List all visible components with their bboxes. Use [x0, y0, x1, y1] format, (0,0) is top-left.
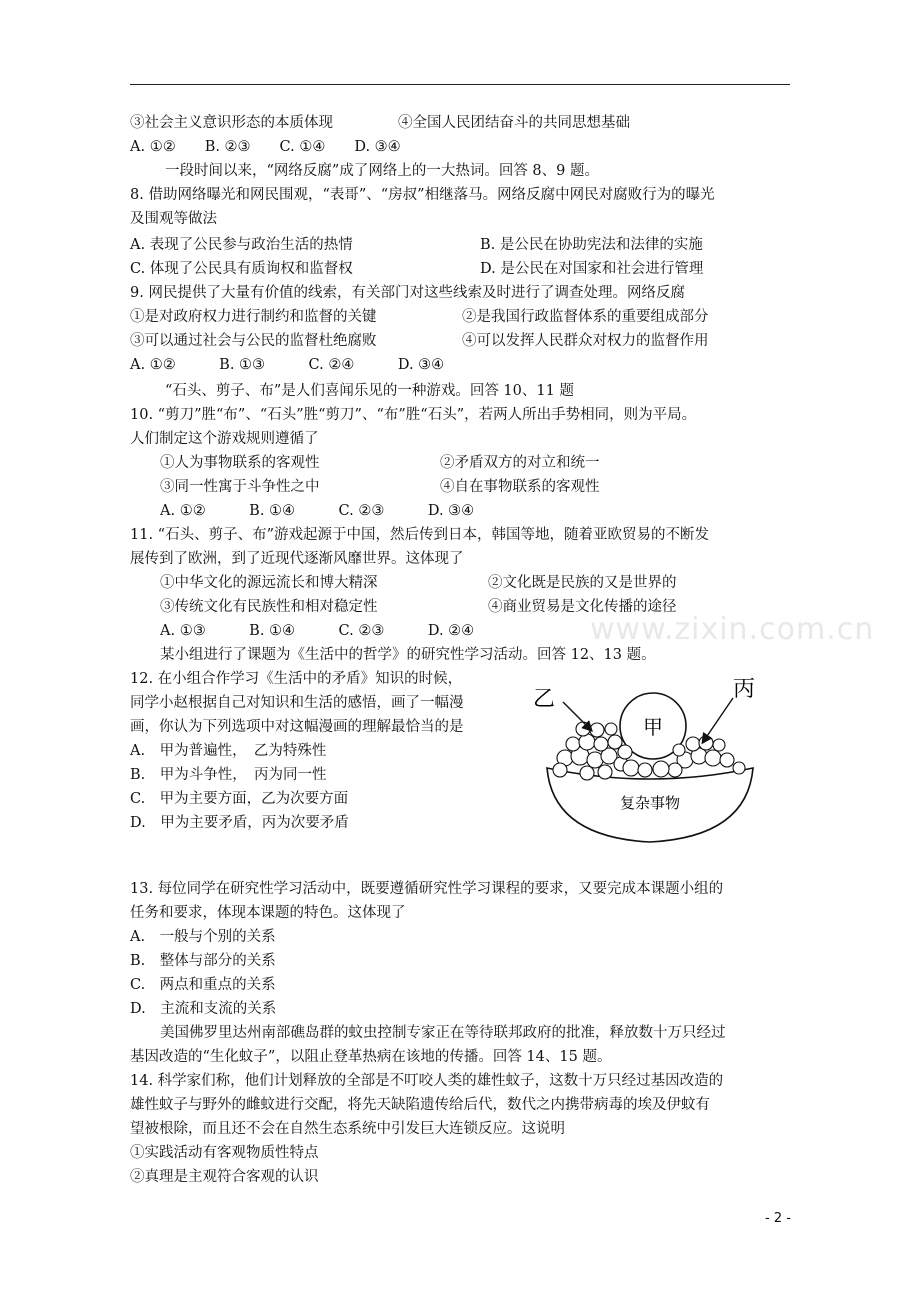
arrow-bing — [703, 698, 733, 742]
section-intro-cont: 基因改造的“生化蚊子”，以阻止登革热病在该地的传播。回答 14、15 题。 — [130, 1049, 612, 1065]
watermark: www.zixin.com.cn — [590, 612, 875, 647]
question-11: 11. “石头、剪子、布”游戏起源于中国，然后传到日本，韩国等地，随着亚欧贸易的不断发 — [130, 527, 709, 543]
question-10-cont: 人们制定这个游戏规则遵循了 — [130, 431, 319, 447]
option-b: B. 整体与部分的关系 — [130, 953, 276, 969]
section-intro: “石头、剪子、布”是人们喜闻乐见的一种游戏。回答 10、11 题 — [165, 383, 574, 399]
option-b: B. 甲为斗争性， 丙为同一性 — [130, 767, 327, 783]
header-rule — [130, 84, 790, 85]
question-12-cont: 同学小赵根据自己对知识和生活的感悟，画了一幅漫 — [130, 695, 464, 711]
option-c: C. 两点和重点的关系 — [130, 977, 276, 993]
option-1: ①实践活动有客观物质性特点 — [130, 1145, 319, 1161]
question-13: 13. 每位同学在研究性学习活动中，既要遵循研究性学习课程的要求，又要完成本课题小组的 — [130, 881, 724, 897]
question-12-cont: 画，你认为下列选项中对这幅漫画的理解最恰当的是 — [130, 719, 464, 735]
label-yi: 乙 — [533, 687, 556, 712]
question-10: 10. “剪刀”胜“布”、“石头”胜“剪刀”、“布”胜“石头”，若两人所出手势相同，则为平局。 — [130, 407, 697, 423]
option-d: D. 主流和支流的关系 — [130, 1001, 277, 1017]
section-intro: 某小组进行了课题为《生活中的哲学》的研究性学习活动。回答 12、13 题。 — [160, 647, 656, 663]
section-intro: 美国佛罗里达州南部礁岛群的蚊虫控制专家正在等待联邦政府的批准，释放数十万只经过 — [160, 1025, 726, 1041]
question-12: 12. 在小组合作学习《生活中的矛盾》知识的时候， — [130, 671, 463, 687]
question-14: 14. 科学家们称，他们计划释放的全部是不叮咬人类的雄性蚊子，这数十万只经过基因改造的 — [130, 1073, 724, 1089]
option-d: D. 甲为主要矛盾，丙为次要矛盾 — [130, 815, 349, 831]
option-2: ②真理是主观符合客观的认识 — [130, 1169, 319, 1185]
answer-choices: A. ①② B. ②③ C. ①④ D. ③④ — [130, 139, 401, 155]
page-number: - 2 - — [765, 1211, 791, 1226]
question-11-cont: 展传到了欧洲，到了近现代逐渐风靡世界。这体现了 — [130, 551, 464, 567]
label-jia: 甲 — [643, 715, 663, 739]
question-13-cont: 任务和要求，体现本课题的特色。这体现了 — [130, 905, 406, 921]
question-8-cont: 及围观等做法 — [130, 211, 217, 227]
answer-choices: A. ①② B. ①④ C. ②③ D. ③④ — [160, 503, 475, 519]
question-14-cont: 望被根除，而且还不会在自然生态系统中引发巨大连锁反应。这说明 — [130, 1121, 565, 1137]
option-c: C. 甲为主要方面，乙为次要方面 — [130, 791, 349, 807]
small-balls-left — [553, 722, 628, 780]
contradiction-cartoon — [525, 672, 775, 850]
bowl-label: 复杂事物 — [619, 794, 681, 812]
answer-choices: A. ①③ B. ①④ C. ②③ D. ②④ — [160, 623, 475, 639]
section-intro: 一段时间以来，“网络反腐”成了网络上的一大热词。回答 8、9 题。 — [165, 163, 599, 179]
question-9: 9. 网民提供了大量有价值的线索，有关部门对这些线索及时进行了调查处理。网络反腐 — [130, 285, 685, 301]
option-a: A. 一般与个别的关系 — [130, 929, 276, 945]
answer-choices: A. ①② B. ①③ C. ②④ D. ③④ — [130, 357, 445, 373]
question-8: 8. 借助网络曝光和网民围观，“表哥”、“房叔”相继落马。网络反腐中网民对腐败行为的曝光 — [130, 187, 715, 203]
question-14-cont: 雄性蚊子与野外的雌蚊进行交配，将先天缺陷遗传给后代，数代之内携带病毒的埃及伊蚊有 — [130, 1097, 710, 1113]
label-bing: 丙 — [733, 677, 756, 702]
option-a: A. 甲为普遍性， 乙为特殊性 — [130, 743, 327, 759]
